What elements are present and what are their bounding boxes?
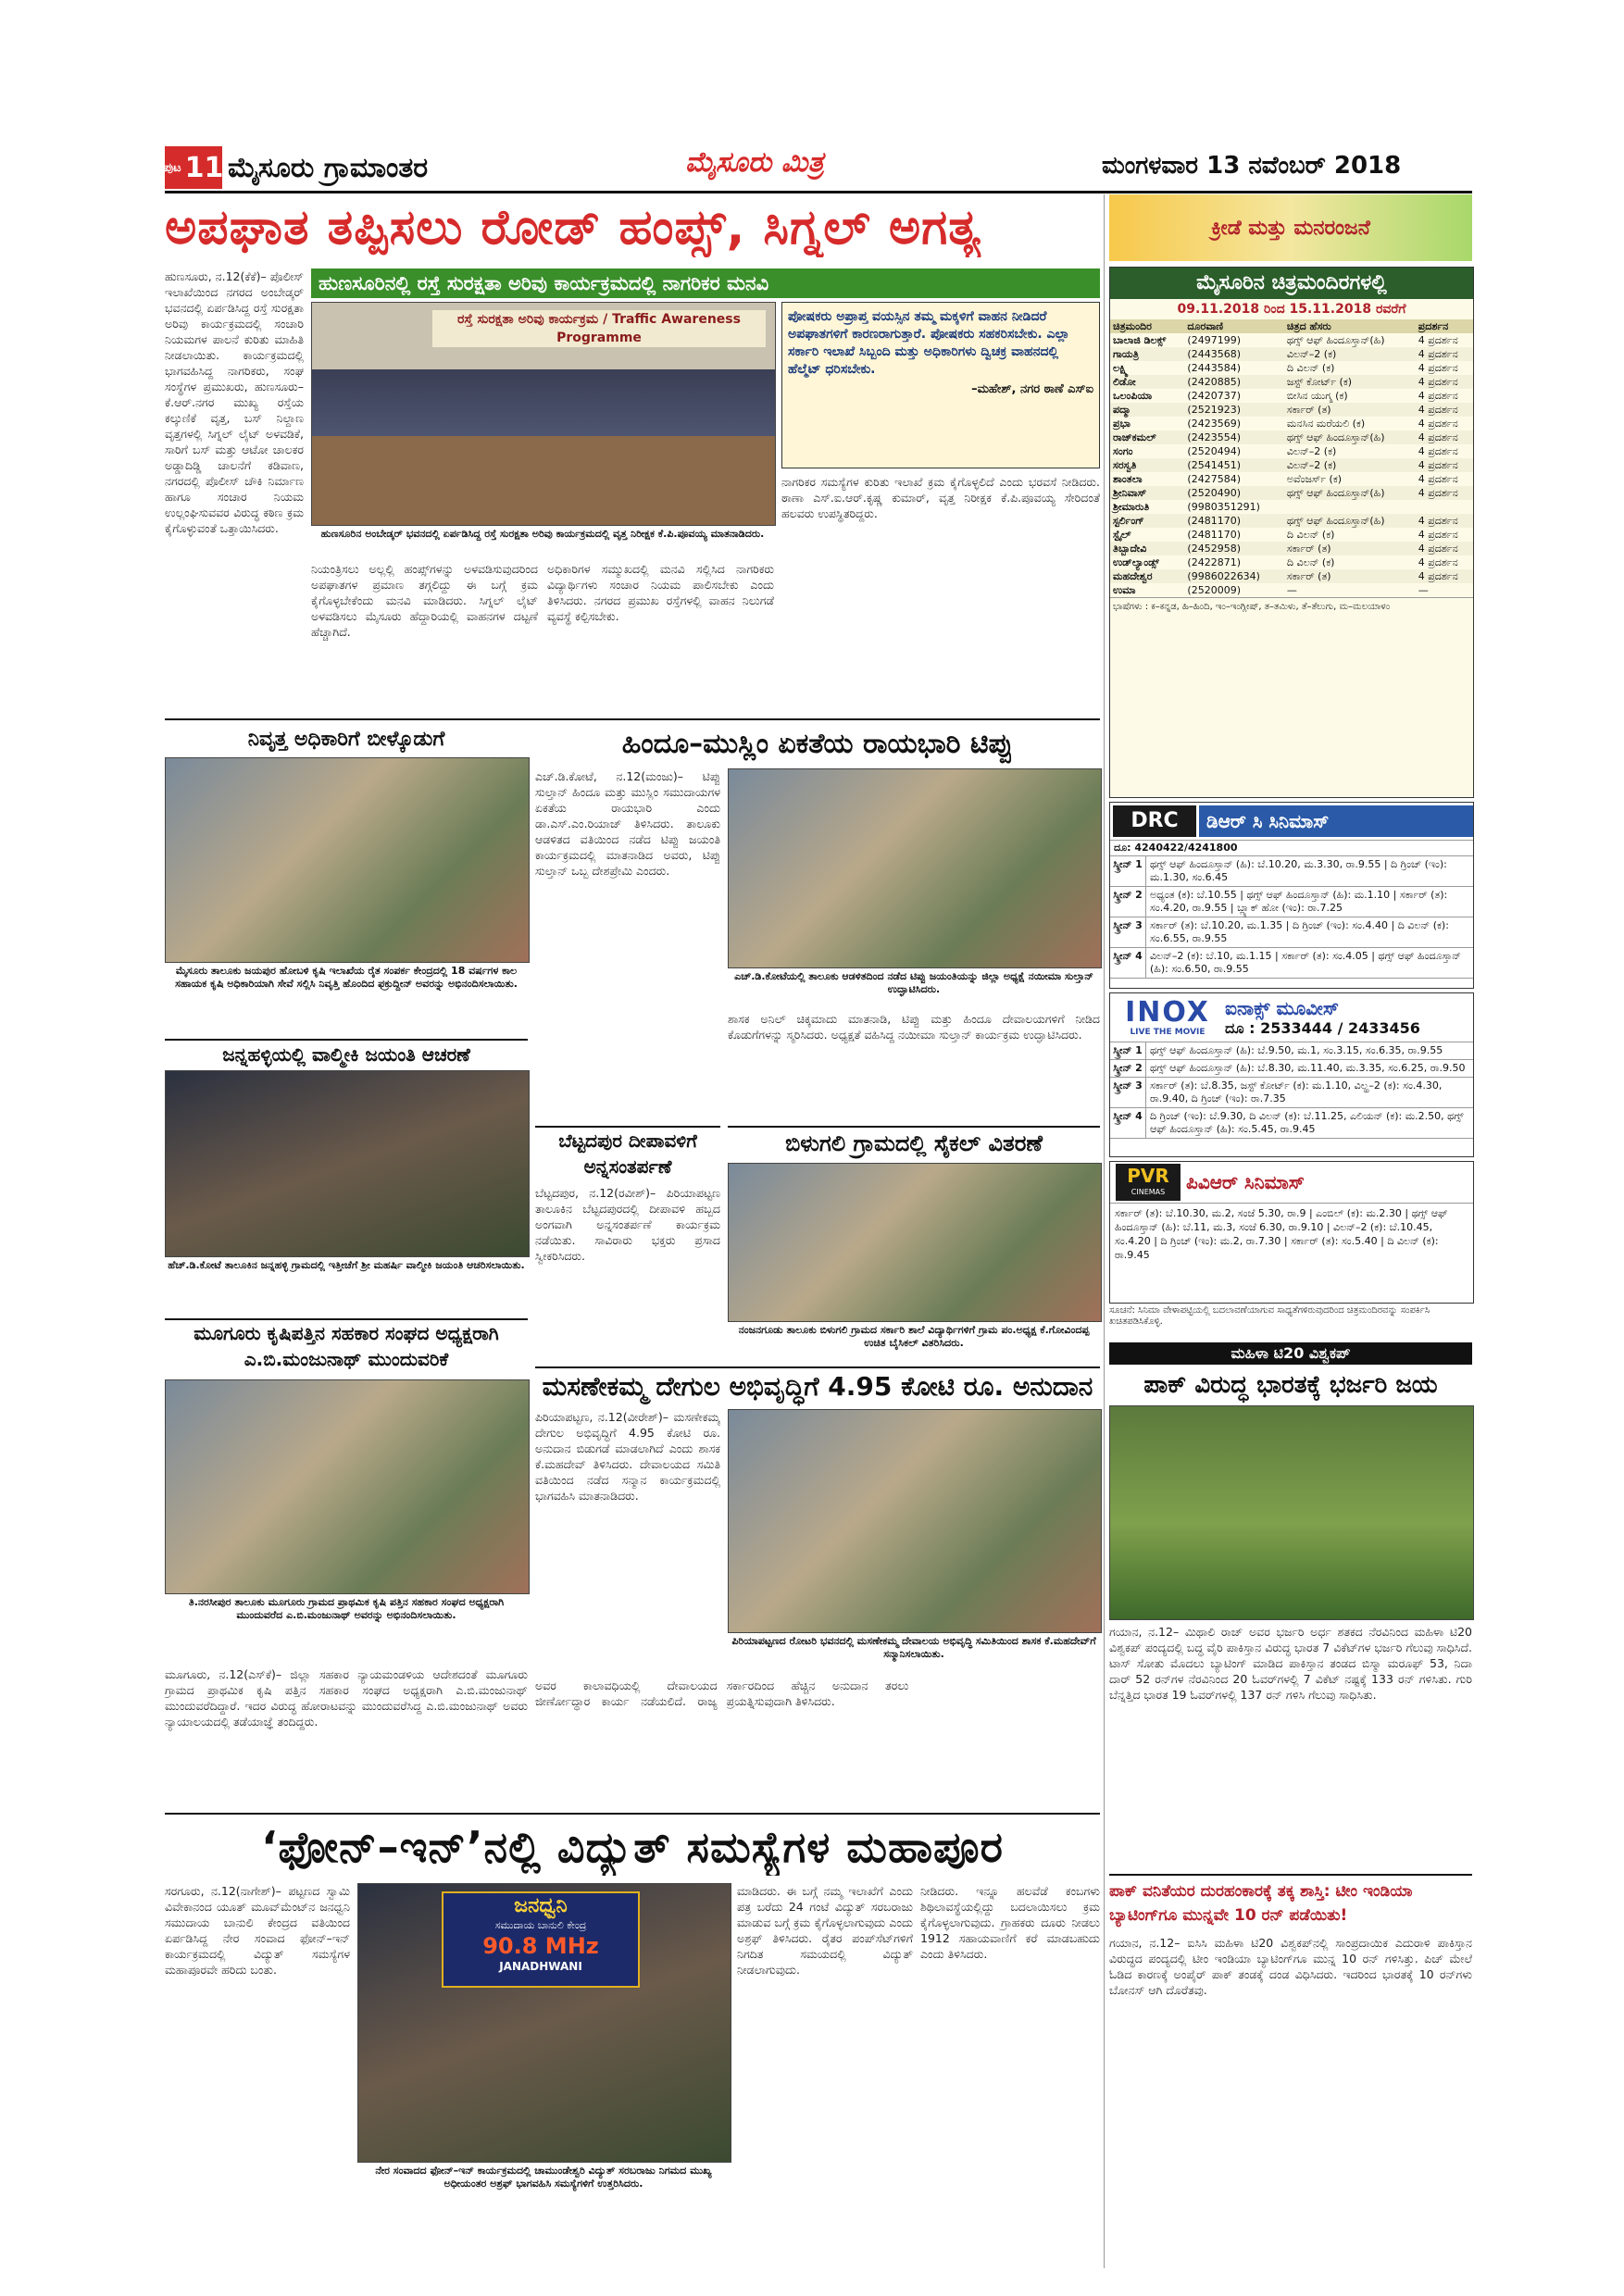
theatre-row — [1110, 347, 1473, 361]
drc-screen-row — [1110, 948, 1473, 979]
sidebar-banner-title: ಕ್ರೀಡೆ ಮತ್ತು ಮನರಂಜನೆ — [1211, 216, 1370, 240]
theatre-shows: 4 ಪ್ರದರ್ಶನ — [1418, 515, 1458, 527]
col-phone: ದೂರವಾಣಿ — [1187, 320, 1224, 332]
theatre-film: ಬೀಸಿನ ಯುಗ್ಮ (ಕ) — [1286, 390, 1348, 402]
temple-photo — [728, 1409, 1102, 1633]
lead-body-col2: ನಿಯಂತ್ರಿಸಲು ಅಲ್ಲಲ್ಲಿ ಹಂಪ್ಸ್‌ಗಳನ್ನು ಅಳವಡಿಸುವುದರಿಂದ ಅಪಘಾತಗಳ ಪ್ರಮಾಣ ತಗ್ಗಲಿದ್ದು ಈ ಬಗ್ಗೆ ಕ್ರಮ ಕೈಗೊಳ್ಳಬೇಕೆಂದು ಮನವಿ ಮಾಡಿದರು. ಸಿಗ್ನಲ್ ಲೈಟ್ ಅಳವಡಿಸಲು ಮೈಸೂರು ಹೆದ್ದಾರಿಯಲ್ಲಿ ವಾಹನಗಳ ದಟ್ಟಣೆ ಹೆಚ್ಚಾಗಿದೆ. — [311, 562, 538, 639]
screen-showtimes: ಥಗ್ಸ್ ಆಫ್ ಹಿಂದೂಸ್ತಾನ್ (ಹಿ): ಬೆ.9.50, ಮ.1, ಸಂ.3.15, ಸಂ.6.35, ರಾ.9.55 — [1150, 1044, 1443, 1056]
deepavali-body: ಬೆಟ್ಟದಪುರ, ನ.12(ರವೀಶ್)– ಪಿರಿಯಾಪಟ್ಟಣ ತಾಲೂಕಿನ ಬೆಟ್ಟದಪುರದಲ್ಲಿ ದೀಪಾವಳಿ ಹಬ್ಬದ ಅಂಗವಾಗಿ ಅನ್ನಸಂತರ್ಪಣೆ ಕಾರ್ಯಕ್ರಮ ನಡೆಯಿತು. ಸಾವಿರಾರು ಭಕ್ತರು ಪ್ರಸಾದ ಸ್ವೀಕರಿಸಿದರು. — [535, 1186, 720, 1263]
screen-label: ಸ್ಕ್ರೀನ್ 3 — [1110, 1078, 1146, 1107]
theatre-film: ವಿಲನ್–2 (ಕ) — [1286, 459, 1337, 471]
theatre-shows: 4 ಪ್ರದರ್ಶನ — [1418, 362, 1458, 374]
theatre-film: ದಿ ವಿಲನ್ (ಕ) — [1286, 362, 1335, 374]
theatre-film: ಥಗ್ಸ್ ಆಫ್ ಹಿಂದೂಸ್ತಾನ್(ಹಿ) — [1286, 334, 1385, 346]
cycle-photo — [728, 1163, 1102, 1322]
drc-phone: ದೂ: 4240422/4241800 — [1110, 841, 1473, 856]
valmiki-photo — [165, 1070, 530, 1257]
theatre-shows: 4 ಪ್ರದರ್ಶನ — [1418, 556, 1458, 568]
theatre-film: — — [1286, 584, 1297, 596]
newspaper-name: ಮೈಸೂರು ಮಿತ್ರ — [685, 146, 824, 179]
theatre-phone: (2452958) — [1187, 543, 1241, 555]
lead-photo-caption: ಹುಣಸೂರಿನ ಅಂಬೇಡ್ಕರ್ ಭವನದಲ್ಲಿ ಏರ್ಪಡಿಸಿದ್ದ ರಸ್ತೆ ಸುರಕ್ಷತಾ ಅರಿವು ಕಾರ್ಯಕ್ರಮದಲ್ಲಿ ವೃತ್ತ ನಿರೀಕ್ಷಕ ಕೆ.ಪಿ.ಪೂವಯ್ಯ ಮಾತನಾಡಿದರು. — [320, 528, 765, 540]
retired-photo — [165, 757, 530, 963]
radio-name-en: JANADHWANI — [499, 1960, 582, 1973]
issue-date: ಮಂಗಳವಾರ 13 ನವೆಂಬರ್ 2018 — [1102, 152, 1402, 180]
theatre-phone: (2423569) — [1187, 418, 1241, 430]
theatre-row — [1110, 514, 1473, 528]
phonein-body3: ನೀಡಿದರು. ಇನ್ನೂ ಹಲವೆಡೆ ಕಂಬಗಳು ಶಿಥಿಲಾವಸ್ಥೆಯಲ್ಲಿದ್ದು ಬದಲಾಯಿಸಲು ಕ್ರಮ ಕೈಗೊಳ್ಳಲಾಗುವುದು. ಗ್ರಾಹಕರು ದೂರು ನೀಡಲು 1912 ಸಹಾಯವಾಣಿಗೆ ಕರೆ ಮಾಡಬಹುದು ಎಂದು ತಿಳಿಸಿದರು. — [920, 1884, 1100, 1961]
sports-photo — [1109, 1405, 1474, 1620]
lead-subhead: ಹುಣಸೂರಿನಲ್ಲಿ ರಸ್ತೆ ಸುರಕ್ಷತಾ ಅರಿವು ಕಾರ್ಯಕ್ರಮದಲ್ಲಿ ನಾಗರಿಕರ ಮನವಿ — [311, 268, 1100, 298]
cinema-table-header — [1110, 319, 1473, 333]
theatre-name: ಉಮಾ — [1113, 584, 1136, 596]
theatre-film: ಥಗ್ಸ್ ಆಫ್ ಹಿಂದೂಸ್ತಾನ್(ಹಿ) — [1286, 487, 1385, 499]
phonein-caption: ನೇರ ಸಂವಾದದ ಫೋನ್–ಇನ್ ಕಾರ್ಯಕ್ರಮದಲ್ಲಿ ಚಾಮುಂಡೇಶ್ವರಿ ವಿದ್ಯುತ್ ಸರಬರಾಜು ನಿಗಮದ ಮುಖ್ಯ ಅಧೀಯಂತರ ಅಶ್ರಫ್ ಭಾಗವಹಿಸಿ ಸಮಸ್ಯೆಗಳಿಗೆ ಉತ್ತರಿಸಿದರು. — [375, 2165, 712, 2190]
cinema-listing-title: ಮೈಸೂರಿನ ಚಿತ್ರಮಂದಿರಗಳಲ್ಲಿ — [1110, 268, 1473, 299]
cinema-listing-table — [1110, 319, 1473, 597]
theatre-film: ವಿಲನ್–2 (ಕ) — [1286, 445, 1337, 457]
col-film: ಚಿತ್ರದ ಹೆಸರು — [1286, 320, 1331, 332]
theatre-shows: 4 ಪ್ರದರ್ಶನ — [1418, 390, 1458, 402]
theatre-shows: 4 ಪ್ರದರ್ಶನ — [1418, 487, 1458, 499]
theatre-name: ಸರಸ್ವತಿ — [1113, 459, 1137, 471]
theatre-row — [1110, 403, 1473, 417]
page-number-badge — [165, 146, 222, 189]
theatre-name: ಮಹದೇಶ್ವರ — [1113, 570, 1153, 582]
pvr-showtimes: ಸರ್ಕಾರ್ (ತ): ಬೆ.10.30, ಮ.2, ಸಂಜೆ 5.30, ರಾ.9 | ಎಂಬಿಲ್ (ಕ): ಮ.2.30 | ಥಗ್ಸ್ ಆಫ್ ಹಿಂದೂಸ್ತಾನ್ (ಹಿ): ಬೆ.11, ಮ.3, ಸಂಜೆ 6.30, ರಾ.9.10 | ವಿಲನ್–2 (ಕ): ಬೆ.10.45, ಸಂ.4.20 | ದಿ ಗ್ರಿಂಚ್ (ಇಂ): ಮ.2, ರಾ.7.30 | ಸರ್ಕಾರ್ (ತ): ಸಂ.5.40 | ದಿ ವಿಲನ್ (ಕ): ರಾ.9.45 — [1115, 1207, 1448, 1261]
screen-label: ಸ್ಕ್ರೀನ್ 3 — [1110, 917, 1146, 947]
inox-screen-row — [1110, 1078, 1473, 1108]
theatre-phone: (2521923) — [1187, 404, 1241, 416]
inox-screen-row — [1110, 1042, 1473, 1060]
tipu-headline: ಹಿಂದೂ–ಮುಸ್ಲಿಂ ಏಕತೆಯ ರಾಯಭಾರಿ ಟಿಪ್ಪು — [621, 728, 1014, 760]
theatre-phone: (2497199) — [1187, 334, 1241, 346]
screen-showtimes: ಸರ್ಕಾರ್ (ತ): ಬೆ.10.20, ಮ.1.35 | ದಿ ಗ್ರಿಂಚ್ (ಇಂ): ಸಂ.4.40 | ದಿ ವಿಲನ್ (ಕ): ಸಂ.6.55, ರಾ.9.55 — [1150, 919, 1449, 944]
theatre-shows: 4 ಪ್ರದರ್ಶನ — [1418, 348, 1458, 360]
theatre-phone: (2481170) — [1187, 515, 1241, 527]
theatre-film: ಸರ್ಕಾರ್ (ತ) — [1286, 570, 1331, 582]
drc-screen-row — [1110, 917, 1473, 948]
phonein-body2: ಮಾಡಿದರು. ಈ ಬಗ್ಗೆ ನಮ್ಮ ಇಲಾಖೆಗೆ ಎಂದು ಪತ್ರ ಬರೆದು 24 ಗಂಟೆ ವಿದ್ಯುತ್ ಸರಬರಾಜು ಮಾಡುವ ಬಗ್ಗೆ ಕ್ರಮ ಕೈಗೊಳ್ಳಲಾಗುವುದು ಎಂದು ಅಶ್ರಫ್ ತಿಳಿಸಿದರು. ರೈತರ ಪಂಪ್‌ಸೆಟ್‌ಗಳಿಗೆ ನಿಗದಿತ ಸಮಯದಲ್ಲಿ ವಿದ್ಯುತ್ ನೀಡಲಾಗುವುದು. — [737, 1884, 913, 1977]
lead-photo-banner: ರಸ್ತೆ ಸುರಕ್ಷತಾ ಅರಿವು ಕಾರ್ಯಕ್ರಮ / Traffic Awareness Programme — [432, 310, 766, 347]
screen-showtimes: ದಿ ಗ್ರಿಂಚ್ (ಇಂ): ಬೆ.9.30, ದಿ ವಿಲನ್ (ಕ): ಬೆ.11.25, ಎಲಿಯನ್ (ಕ): ಮ.2.50, ಥಗ್ಸ್ ಆಫ್ ಹಿಂದೂಸ್ತಾನ್ (ಹಿ): ಸಂ.5.45, ರಾ.9.45 — [1150, 1110, 1464, 1135]
theatre-film: ಸರ್ಕಾರ್ (ತ) — [1286, 543, 1331, 555]
theatre-row — [1110, 528, 1473, 542]
theatre-row — [1110, 569, 1473, 583]
radio-name: ಜನಧ್ವನಿ — [514, 1894, 568, 1917]
screen-label: ಸ್ಕ್ರೀನ್ 1 — [1110, 856, 1146, 886]
phonein-body: ಸರಗೂರು, ನ.12(ನಾಗೇಶ್)– ಪಟ್ಟಣದ ಸ್ವಾಮಿ ವಿವೇಕಾನಂದ ಯೂತ್ ಮೂವ್‌ಮೆಂಟ್‌ನ ಜನಧ್ವನಿ ಸಮುದಾಯ ಬಾನುಲಿ ಕೇಂದ್ರದ ವತಿಯಿಂದ ಏರ್ಪಡಿಸಿದ್ದ ನೇರ ಸಂವಾದ ಫೋನ್–ಇನ್ ಕಾರ್ಯಕ್ರಮದಲ್ಲಿ ವಿದ್ಯುತ್ ಸಮಸ್ಯೆಗಳ ಮಹಾಪೂರವೇ ಹರಿದು ಬಂತು. — [165, 1884, 350, 1977]
inox-screen-row — [1110, 1108, 1473, 1139]
tipu-body: ಎಚ್.ಡಿ.ಕೋಟೆ, ನ.12(ಮಂಜು)– ಟಿಪ್ಪು ಸುಲ್ತಾನ್ ಹಿಂದೂ ಮತ್ತು ಮುಸ್ಲಿಂ ಸಮುದಾಯಗಳ ಏಕತೆಯ ರಾಯಭಾರಿ ಎಂದು ಡಾ.ಎಸ್.ಎಂ.ರಿಯಾಜ್ ತಿಳಿಸಿದರು. ತಾಲೂಕು ಆಡಳಿತದ ವತಿಯಿಂದ ನಡೆದ ಟಿಪ್ಪು ಜಯಂತಿ ಕಾರ್ಯಕ್ರಮದಲ್ಲಿ ಮಾತನಾಡಿದ ಅವರು, ಟಿಪ್ಪು ಸುಲ್ತಾನ್ ಒಬ್ಬ ದೇಶಪ್ರೇಮಿ ಎಂದರು. — [535, 769, 720, 878]
pvr-logo-sub: CINEMAS — [1131, 1188, 1166, 1196]
header-rule — [165, 191, 1472, 193]
theatre-shows: — — [1418, 584, 1429, 596]
theatre-shows: 4 ಪ್ರದರ್ಶನ — [1418, 570, 1458, 582]
pvr-logo — [1116, 1164, 1181, 1201]
temple-caption: ಪಿರಿಯಾಪಟ್ಟಣದ ರೋಟರಿ ಭವನದಲ್ಲಿ ಮಸಣೇಕಮ್ಮ ದೇವಾಲಯ ಅಭಿವೃದ್ಧಿ ಸಮಿತಿಯಿಂದ ಶಾಸಕ ಕೆ.ಮಹದೇವ್‌ಗೆ ಸನ್ಮಾನಿಸಲಾಯಿತು. — [731, 1635, 1096, 1660]
valmiki-headline: ಜನ್ನಹಳ್ಳಿಯಲ್ಲಿ ವಾಲ್ಮೀಕಿ ಜಯಂತಿ ಆಚರಣೆ — [165, 1039, 528, 1068]
lead-quote-author: –ಮಹೇಶ್, ನಗರ ಠಾಣೆ ಎಸ್‌ಐ — [971, 382, 1093, 396]
theatre-phone: (2422871) — [1187, 556, 1241, 568]
theatre-name: ತಿಬ್ಬಾದೇವಿ — [1113, 543, 1147, 555]
coop-caption: ತಿ.ನರಸೀಪುರ ತಾಲೂಕು ಮೂಗೂರು ಗ್ರಾಮದ ಪ್ರಾಥಮಿಕ ಕೃಷಿ ಪತ್ತಿನ ಸಹಕಾರ ಸಂಘದ ಅಧ್ಯಕ್ಷರಾಗಿ ಮುಂದುವರೆದ ಎ.ಬಿ.ಮಂಜುನಾಥ್ ಅವರನ್ನು ಅಭಿನಂದಿಸಲಾಯಿತು. — [188, 1596, 505, 1621]
retired-headline: ನಿವೃತ್ತ ಅಧಿಕಾರಿಗೆ ಬೀಳ್ಕೊಡುಗೆ — [247, 728, 445, 751]
screen-label: ಸ್ಕ್ರೀನ್ 1 — [1110, 1042, 1146, 1059]
inox-phone: ದೂ : 2533444 / 2433456 — [1225, 1019, 1420, 1037]
valmiki-caption: ಹೆಚ್.ಡಿ.ಕೋಟೆ ತಾಲೂಕಿನ ಜನ್ನಹಳ್ಳಿ ಗ್ರಾಮದಲ್ಲಿ ಇತ್ತೀಚೆಗೆ ಶ್ರೀ ಮಹರ್ಷಿ ವಾಲ್ಮೀಕಿ ಜಯಂತಿ ಆಚರಿಸಲಾಯಿತು. — [168, 1259, 525, 1271]
theatre-name: ಶಾಂತಲಾ — [1113, 473, 1143, 485]
theatre-row — [1110, 417, 1473, 430]
temple-body: ಪಿರಿಯಾಪಟ್ಟಣ, ನ.12(ವೀರೇಶ್)– ಮಸಣೇಕಮ್ಮ ದೇಗುಲ ಅಭಿವೃದ್ಧಿಗೆ 4.95 ಕೋಟಿ ರೂ. ಅನುದಾನ ಬಿಡುಗಡೆ ಮಾಡಲಾಗಿದೆ ಎಂದು ಶಾಸಕ ಕೆ.ಮಹದೇವ್ ತಿಳಿಸಿದರು. ದೇವಾಲಯದ ಸಮಿತಿ ವತಿಯಿಂದ ನಡೆದ ಸನ್ಮಾನ ಕಾರ್ಯಕ್ರಮದಲ್ಲಿ ಭಾಗವಹಿಸಿ ಮಾತನಾಡಿದರು. — [535, 1410, 720, 1503]
theatre-name: ಒಲಂಪಿಯಾ — [1113, 390, 1153, 402]
inox-box — [1109, 992, 1474, 1157]
theatre-row — [1110, 444, 1473, 458]
sports-body: ಗಯಾನ, ನ.12– ಮಿಥಾಲಿ ರಾಜ್ ಅವರ ಭರ್ಜರಿ ಅರ್ಧ ಶತಕದ ನೆರವಿನಿಂದ ಮಹಿಳಾ ಟಿ20 ವಿಶ್ವಕಪ್ ಪಂದ್ಯದಲ್ಲಿ ಬದ್ಧ ವೈರಿ ಪಾಕಿಸ್ತಾನ ವಿರುದ್ಧ ಭಾರತ 7 ವಿಕೆಟ್‌ಗಳ ಭರ್ಜರಿ ಗೆಲುವು ಸಾಧಿಸಿದೆ. ಟಾಸ್ ಸೋತು ಮೊದಲು ಬ್ಯಾಟಿಂಗ್ ಮಾಡಿದ ಪಾಕಿಸ್ತಾನ ತಂಡದ ಬಿಸ್ಮಾ ಮರೂಫ್ 53, ನಿದಾ ದಾರ್ 52 ರನ್‌ಗಳ ನೆರವಿನಿಂದ 20 ಓವರ್‌ಗಳಲ್ಲಿ 7 ವಿಕೆಟ್ ನಷ್ಟಕ್ಕೆ 133 ರನ್ ಗಳಿಸಿತು. ಗುರಿ ಬೆನ್ನತ್ತಿದ ಭಾರತ 19 ಓವರ್‌ಗಳಲ್ಲಿ 137 ರನ್ ಗಳಿಸಿ ಗೆಲುವು ಸಾಧಿಸಿತು. — [1109, 1625, 1472, 1702]
theatre-name: ಶ್ರೀನಿವಾಸ್ — [1113, 487, 1147, 499]
section-title: ಮೈಸೂರು ಗ್ರಾಮಾಂತರ — [228, 152, 429, 184]
inox-screen-row — [1110, 1060, 1473, 1078]
screen-showtimes: ವಿಲನ್–2 (ಕ): ಬೆ.10, ಮ.1.15 | ಸರ್ಕಾರ್ (ತ): ಸಂ.4.05 | ಥಗ್ಸ್ ಆಫ್ ಹಿಂದೂಸ್ತಾನ್ (ಹಿ): ಸಂ.6.50, ರಾ.9.55 — [1150, 950, 1461, 975]
inox-logo — [1110, 998, 1225, 1037]
radio-logo — [442, 1891, 640, 1988]
drc-box — [1109, 802, 1474, 989]
theatre-row — [1110, 333, 1473, 347]
theatre-name: ಸಂಗಂ — [1113, 445, 1133, 457]
theatre-name: ಲಿಡೋ — [1113, 376, 1136, 388]
theatre-phone: (2420737) — [1187, 390, 1241, 402]
lead-photo — [311, 302, 776, 526]
sidebar-banner — [1109, 194, 1472, 261]
theatre-shows: 4 ಪ್ರದರ್ಶನ — [1418, 431, 1458, 443]
sports-headline: ಪಾಕ್ ವಿರುದ್ಧ ಭಾರತಕ್ಕೆ ಭರ್ಜರಿ ಜಯ — [1143, 1371, 1438, 1399]
tipu-caption: ಎಚ್.ಡಿ.ಕೋಟೆಯಲ್ಲಿ ತಾಲೂಕು ಆಡಳಿತದಿಂದ ನಡೆದ ಟಿಪ್ಪು ಜಯಂತಿಯನ್ನು ಜಿಲ್ಲಾ ಅಧ್ಯಕ್ಷೆ ನಯೀಮಾ ಸುಲ್ತಾನ್ ಉದ್ಘಾಟಿಸಿದರು. — [734, 970, 1093, 995]
screen-showtimes: ಅಧ್ಯಂತ (ಕ): ಬೆ.10.55 | ಥಗ್ಸ್ ಆಫ್ ಹಿಂದೂಸ್ತಾನ್ (ಹಿ): ಮ.1.10 | ಸರ್ಕಾರ್ (ತ): ಸಂ.4.20, ರಾ.9.55 | ಬ್ಲ್ಯಾಕ್ ಹೋ (ಇಂ): ರಾ.7.25 — [1150, 889, 1448, 914]
cinema-listing-box — [1109, 267, 1474, 798]
theatre-film: ಜಸ್ಟ್ ಕೋರ್ಟ್ (ಕ) — [1286, 376, 1353, 388]
sidebar-divider — [1104, 194, 1105, 2268]
screen-showtimes: ಥಗ್ಸ್ ಆಫ್ ಹಿಂದೂಸ್ತಾನ್ (ಹಿ): ಬೆ.8.30, ಮ.11.40, ಮ.3.35, ಸಂ.6.25, ರಾ.9.50 — [1150, 1062, 1466, 1074]
theatre-row — [1110, 361, 1473, 375]
theatre-row — [1110, 486, 1473, 500]
theatre-film: ಅವೆಂಜರ್ಸ್ (ಕ) — [1286, 473, 1343, 485]
retired-caption: ಮೈಸೂರು ತಾಲೂಕು ಜಯಪುರ ಹೋಬಳಿ ಕೃಷಿ ಇಲಾಖೆಯ ರೈತ ಸಂಪರ್ಕ ಕೇಂದ್ರದಲ್ಲಿ 18 ವರ್ಷಗಳ ಕಾಲ ಸಹಾಯಕ ಕೃಷಿ ಅಧಿಕಾರಿಯಾಗಿ ಸೇವೆ ಸಲ್ಲಿಸಿ ನಿವೃತ್ತಿ ಹೊಂದಿದ ಫಕ್ರುದ್ದೀನ್ ಅವರನ್ನು ಅಭಿನಂದಿಸಲಾಯಿತು. — [175, 965, 518, 990]
theatre-shows: 4 ಪ್ರದರ್ಶನ — [1418, 404, 1458, 416]
theatre-phone: (2443584) — [1187, 362, 1241, 374]
col-shows: ಪ್ರದರ್ಶನ — [1418, 320, 1449, 332]
cycle-caption: ನಂಜನಗೂಡು ತಾಲೂಕು ಬಿಳುಗಲಿ ಗ್ರಾಮದ ಸರ್ಕಾರಿ ಶಾಲೆ ವಿದ್ಯಾರ್ಥಿಗಳಿಗೆ ಗ್ರಾಮ ಪಂ.ಅಧ್ಯಕ್ಷ ಕೆ.ಗೋವಿಂದಪ್ಪ ಉಚಿತ ಬೈಸಿಕಲ್ ವಿತರಿಸಿದರು. — [738, 1324, 1090, 1349]
theatre-film — [1284, 500, 1416, 514]
sports-body2: ಗಯಾನ, ನ.12– ಐಸಿಸಿ ಮಹಿಳಾ ಟಿ20 ವಿಶ್ವಕಪ್‌ನಲ್ಲಿ ಸಾಂಪ್ರದಾಯಿಕ ಎದುರಾಳಿ ಪಾಕಿಸ್ತಾನ ವಿರುದ್ಧದ ಪಂದ್ಯದಲ್ಲಿ ಟೀಂ ಇಂಡಿಯಾ ಬ್ಯಾಟಿಂಗ್‌ಗೂ ಮುನ್ನ 10 ರನ್ ಗಳಿಸಿತ್ತು. ಪಿಚ್ ಮೇಲೆ ಓಡಿದ ಕಾರಣಕ್ಕೆ ಅಂಪೈರ್ ಪಾಕ್ ತಂಡಕ್ಕೆ ದಂಡ ವಿಧಿಸಿದರು. ಇದರಿಂದ ಭಾರತಕ್ಕೆ 10 ರನ್‌ಗಳು ಬೋನಸ್ ಆಗಿ ದೊರೆತವು. — [1109, 1936, 1472, 1997]
theatre-film: ವಿಲನ್–2 (ಕ) — [1286, 348, 1337, 360]
lead-quote: ಪೋಷಕರು ಅಪ್ರಾಪ್ತ ವಯಸ್ಸಿನ ತಮ್ಮ ಮಕ್ಕಳಿಗೆ ವಾಹನ ನೀಡಿದರೆ ಅಪಘಾತಗಳಿಗೆ ಕಾರಣರಾಗುತ್ತಾರೆ. ಪೋಷಕರು ಸಹಕರಿಸಬೇಕು. ಎಲ್ಲಾ ಸರ್ಕಾರಿ ಇಲಾಖೆ ಸಿಬ್ಬಂದಿ ಮತ್ತು ಅಧಿಕಾರಿಗಳು ದ್ವಿಚಕ್ರ ವಾಹನದಲ್ಲಿ ಹೆಲ್ಮೆಟ್ ಧರಿಸಬೇಕು. — [788, 309, 1070, 377]
theatre-name: ಪ್ರಭಾ — [1113, 418, 1131, 430]
col-theatre: ಚಿತ್ರಮಂದಿರ — [1113, 320, 1152, 332]
pvr-logo-text: PVR — [1127, 1165, 1169, 1187]
theatre-shows: 4 ಪ್ರದರ್ಶನ — [1418, 445, 1458, 457]
screen-showtimes: ಥಗ್ಸ್ ಆಫ್ ಹಿಂದೂಸ್ತಾನ್ (ಹಿ): ಬೆ.10.20, ಮ.3.30, ರಾ.9.55 | ದಿ ಗ್ರಿಂಚ್ (ಇಂ): ಮ.1.30, ಸಂ.6.45 — [1150, 858, 1447, 883]
theatre-row — [1110, 555, 1473, 569]
phonein-headline: ‘ಫೋನ್–ಇನ್’ನಲ್ಲಿ ವಿದ್ಯುತ್ ಸಮಸ್ಯೆಗಳ ಮಹಾಪೂರ — [261, 1822, 1004, 1872]
theatre-row — [1110, 500, 1473, 514]
screen-showtimes: ಸರ್ಕಾರ್ (ತ): ಬೆ.8.35, ಜಸ್ಟ್ ಕೋರ್ಟ್ (ಕ): ಮ.1.10, ವಿಲ್ಹ–2 (ಕ): ಸಂ.4.30, ರಾ.9.40, ದಿ ಗ್ರಿಂಚ್ (ಇಂ): ರಾ.7.35 — [1150, 1079, 1443, 1104]
cinema-notice: ಸೂಚನೆ: ಸಿನಿಮಾ ವೇಳಾಪಟ್ಟಿಯಲ್ಲಿ ಬದಲಾವಣೆಯಾಗುವ ಸಾಧ್ಯತೆಗಳಿರುವುದರಿಂದ ಚಿತ್ರಮಂದಿರವನ್ನು ಸಂಪರ್ಕಿಸಿ ಖಚಿತಪಡಿಸಿಕೊಳ್ಳಿ. — [1109, 1305, 1430, 1327]
phonein-top-rule — [165, 1813, 1100, 1815]
theatre-name: ಲಕ್ಷ್ಮಿ — [1113, 362, 1129, 374]
theatre-shows: 4 ಪ್ರದರ್ಶನ — [1418, 418, 1458, 430]
screen-label: ಸ್ಕ್ರೀನ್ 2 — [1110, 1060, 1146, 1077]
deepavali-headline: ಬೆಟ್ಟದಪುರ ದೀಪಾವಳಿಗೆ ಅನ್ನಸಂತರ್ಪಣೆ — [535, 1126, 720, 1179]
lead-body-col4: ನಾಗರಿಕರ ಸಮಸ್ಯೆಗಳ ಕುರಿತು ಇಲಾಖೆ ಕ್ರಮ ಕೈಗೊಳ್ಳಲಿದೆ ಎಂದು ಭರವಸೆ ನೀಡಿದರು. ಠಾಣಾ ಎಸ್.ಐ.ಆರ್.ಕೃಷ್ಣ ಕುಮಾರ್, ವೃತ್ತ ನಿರೀಕ್ಷಕ ಕೆ.ಪಿ.ಪೂವಯ್ಯ ಸೇರಿದಂತೆ ಹಲವರು ಉಪಸ್ಥಿತರಿದ್ದರು. — [781, 475, 1100, 520]
theatre-phone: (2520490) — [1187, 487, 1241, 499]
lead-headline: ಅಪಘಾತ ತಪ್ಪಿಸಲು ರೋಡ್ ಹಂಪ್ಸ್, ಸಿಗ್ನಲ್ ಅಗತ್ಯ — [165, 200, 981, 256]
drc-logo: DRC — [1113, 805, 1196, 837]
theatre-phone: (9986022634) — [1187, 570, 1260, 582]
theatre-phone: (2443568) — [1187, 348, 1241, 360]
theatre-shows — [1416, 500, 1473, 514]
theatre-row — [1110, 542, 1473, 555]
theatre-row — [1110, 458, 1473, 472]
coop-headline: ಮೂಗೂರು ಕೃಷಿಪತ್ತಿನ ಸಹಕಾರ ಸಂಘದ ಅಧ್ಯಕ್ಷರಾಗಿ ಎ.ಬಿ.ಮಂಜುನಾಥ್ ಮುಂದುವರಿಕೆ — [165, 1318, 528, 1372]
theatre-phone: (9980351291) — [1187, 501, 1260, 513]
theatre-film: ದಿ ವಿಲನ್ (ಕ) — [1286, 529, 1335, 541]
coop-body: ಮೂಗೂರು, ನ.12(ಎಸ್‌ಕೆ)– ಜಿಲ್ಲಾ ಸಹಕಾರ ನ್ಯಾಯಮಂಡಳಿಯ ಆದೇಶದಂತೆ ಮೂಗೂರು ಗ್ರಾಮದ ಪ್ರಾಥಮಿಕ ಕೃಷಿ ಪತ್ತಿನ ಸಹಕಾರ ಸಂಘದ ಅಧ್ಯಕ್ಷರಾಗಿ ಎ.ಬಿ.ಮಂಜುನಾಥ್ ಮುಂದುವರೆದಿದ್ದಾರೆ. ಇದರ ವಿರುದ್ಧ ಹೋರಾಟವನ್ನು ಮುಂದುವರೆಸಿದ್ದ ಎ.ಬಿ.ಮಂಜುನಾಥ್ ಅವರು ನ್ಯಾಯಾಲಯದಲ್ಲಿ ತಡೆಯಾಜ್ಞೆ ತಂದಿದ್ದರು. — [165, 1667, 528, 1728]
theatre-row — [1110, 430, 1473, 444]
theatre-row — [1110, 472, 1473, 486]
theatre-shows: 4 ಪ್ರದರ್ಶನ — [1418, 459, 1458, 471]
theatre-row — [1110, 375, 1473, 389]
inox-logo-text: INOX — [1125, 996, 1210, 1029]
screen-label: ಸ್ಕ್ರೀನ್ 4 — [1110, 1108, 1146, 1138]
theatre-shows: 4 ಪ್ರದರ್ಶನ — [1418, 334, 1458, 346]
theatre-name: ಸ್ಟರ್ಲಿಂಗ್ — [1113, 515, 1144, 527]
language-key: ಭಾಷೆಗಳು : ಕ–ಕನ್ನಡ, ಹಿ–ಹಿಂದಿ, ಇಂ–ಇಂಗ್ಲೀಷ್, ತ–ತಮಿಳು, ತೆ–ತೆಲುಗು, ಮ–ಮಲಯಾಳಂ — [1110, 597, 1473, 616]
lead-bottom-rule — [165, 718, 1100, 720]
pvr-box — [1109, 1161, 1474, 1304]
theatre-film: ಥಗ್ಸ್ ಆಫ್ ಹಿಂದೂಸ್ತಾನ್(ಹಿ) — [1286, 515, 1385, 527]
inox-logo-sub: LIVE THE MOVIE — [1130, 1028, 1206, 1037]
page-number: 11 — [184, 151, 224, 184]
lead-body-col3: ಅಧಿಕಾರಿಗಳ ಸಮ್ಮುಖದಲ್ಲಿ ಮನವಿ ಸಲ್ಲಿಸಿದ ನಾಗರಿಕರು ವಿದ್ಯಾರ್ಥಿಗಳು ಸಂಚಾರ ನಿಯಮ ಪಾಲಿಸಬೇಕು ಎಂದು ತಿಳಿಸಿದರು. ನಗರದ ಪ್ರಮುಖ ರಸ್ತೆಗಳಲ್ಲಿ ವಾಹನ ನಿಲುಗಡೆ ವ್ಯವಸ್ಥೆ ಕಲ್ಪಿಸಬೇಕು. — [547, 562, 774, 623]
screen-label: ಸ್ಕ್ರೀನ್ 4 — [1110, 948, 1146, 978]
theatre-film: ಥಗ್ಸ್ ಆಫ್ ಹಿಂದೂಸ್ತಾನ್(ಹಿ) — [1286, 431, 1385, 443]
theatre-shows: 4 ಪ್ರದರ್ಶನ — [1418, 529, 1458, 541]
cycle-headline: ಬಿಳುಗಲಿ ಗ್ರಾಮದಲ್ಲಿ ಸೈಕಲ್ ವಿತರಣೆ — [728, 1126, 1100, 1159]
coop-photo — [165, 1379, 530, 1594]
drc-screen-row — [1110, 856, 1473, 887]
cinema-listing-range: 09.11.2018 ರಿಂದ 15.11.2018 ರವರೆಗೆ — [1177, 302, 1406, 317]
theatre-name: ರಾಜ್‌ಕಮಲ್ — [1113, 431, 1156, 443]
theatre-name: ಪದ್ಮಾ — [1113, 404, 1131, 416]
sports-headline2: ಪಾಕ್ ವನಿತೆಯರ ದುರಹಂಕಾರಕ್ಕೆ ತಕ್ಕ ಶಾಸ್ತಿ: ಟೀಂ ಇಂಡಿಯಾ ಬ್ಯಾಟಿಂಗ್‌ಗೂ ಮುನ್ನವೇ 10 ರನ್ ಪಡೆಯಿತು! — [1109, 1874, 1472, 1928]
theatre-phone: (2427584) — [1187, 473, 1241, 485]
theatre-row — [1110, 389, 1473, 403]
theatre-name: ಶ್ರೀಮಾರುತಿ — [1113, 501, 1150, 513]
theatre-phone: (2541451) — [1187, 459, 1241, 471]
tipu-body2: ಶಾಸಕ ಅನಿಲ್ ಚಿಕ್ಕಮಾದು ಮಾತನಾಡಿ, ಟಿಪ್ಪು ಮತ್ತು ಹಿಂದೂ ದೇವಾಲಯಗಳಿಗೆ ನೀಡಿದ ಕೊಡುಗೆಗಳನ್ನು ಸ್ಮರಿಸಿದರು. ಅಧ್ಯಕ್ಷತೆ ವಹಿಸಿದ್ದ ನಯೀಮಾ ಸುಲ್ತಾನ್ ಕಾರ್ಯಕ್ರಮ ಉದ್ಘಾಟಿಸಿದರು. — [728, 1012, 1100, 1042]
theatre-shows: 4 ಪ್ರದರ್ಶನ — [1418, 376, 1458, 388]
theatre-name: ಗಾಯತ್ರಿ — [1113, 348, 1139, 360]
pvr-title: ಪಿವಿಆರ್ ಸಿನಿಮಾಸ್ — [1186, 1171, 1305, 1193]
theatre-film: ಮನಸಿನ ಮರೆಯಲಿ (ಕ) — [1286, 418, 1366, 430]
screen-label: ಸ್ಕ್ರೀನ್ 2 — [1110, 887, 1146, 917]
theatre-phone: (2420885) — [1187, 376, 1241, 388]
radio-frequency: 90.8 MHz — [482, 1933, 599, 1959]
lead-quote-box — [781, 302, 1100, 468]
theatre-phone: (2520009) — [1187, 584, 1241, 596]
theatre-phone: (2481170) — [1187, 529, 1241, 541]
theatre-name: ಬಾಲಾಜಿ ಡಿಲಕ್ಸ್ — [1113, 334, 1167, 346]
temple-body2: ಅವರ ಕಾಲಾವಧಿಯಲ್ಲಿ ದೇವಾಲಯದ ಜೀರ್ಣೋದ್ಧಾರ ಕಾರ್ಯ ನಡೆಯಲಿದೆ. ರಾಜ್ಯ ಸರ್ಕಾರದಿಂದ ಹೆಚ್ಚಿನ ಅನುದಾನ ತರಲು ಪ್ರಯತ್ನಿಸುವುದಾಗಿ ತಿಳಿಸಿದರು. — [535, 1678, 909, 1708]
drc-screen-row — [1110, 887, 1473, 917]
theatre-shows: 4 ಪ್ರದರ್ಶನ — [1418, 543, 1458, 555]
lead-body-col1: ಹುಣಸೂರು, ನ.12(ಕೆಕೆ)– ಪೊಲೀಸ್ ಇಲಾಖೆಯಿಂದ ನಗರದ ಅಂಬೇಡ್ಕರ್ ಭವನದಲ್ಲಿ ಏರ್ಪಡಿಸಿದ್ದ ರಸ್ತೆ ಸುರಕ್ಷತಾ ಅರಿವು ಕಾರ್ಯಕ್ರಮದಲ್ಲಿ ಸಂಚಾರಿ ನಿಯಮಗಳ ಪಾಲನೆ ಕುರಿತು ಮಾಹಿತಿ ನೀಡಲಾಯಿತು. ಕಾರ್ಯಕ್ರಮದಲ್ಲಿ ಭಾಗವಹಿಸಿದ್ದ ನಾಗರಿಕರು, ಸಂಘ ಸಂಸ್ಥೆಗಳ ಪ್ರಮುಖರು, ಹುಣಸೂರು–ಕೆ.ಆರ್.ನಗರ ಮುಖ್ಯ ರಸ್ತೆಯ ಕಲ್ಕುಣಿಕೆ ವೃತ್ತ, ಬಸ್ ನಿಲ್ದಾಣ ವೃತ್ತಗಳಲ್ಲಿ ಸಿಗ್ನಲ್ ಲೈಟ್ ಅಳವಡಿಕೆ, ಸಾರಿಗೆ ಬಸ್ ಮತ್ತು ಆಟೋ ಚಾಲಕರ ಅಡ್ಡಾದಿಡ್ಡಿ ಚಾಲನೆಗೆ ಕಡಿವಾಣ, ನಗರದಲ್ಲಿ ಪೊಲೀಸ್ ಚೌಕಿ ನಿರ್ಮಾಣ ಹಾಗೂ ಸಂಚಾರ ನಿಯಮ ಉಲ್ಲಂಘಿಸುವವರ ವಿರುದ್ಧ ಕಠಿಣ ಕ್ರಮ ಕೈಗೊಳ್ಳುವಂತೆ ಒತ್ತಾಯಿಸಿದರು. — [165, 269, 304, 535]
drc-title: ಡಿಆರ್ ಸಿ ಸಿನಿಮಾಸ್ — [1199, 805, 1473, 837]
theatre-name: ಉಡ್‌ಲ್ಯಾಂಡ್ಸ್ — [1113, 556, 1159, 568]
theatre-phone: (2520494) — [1187, 445, 1241, 457]
theatre-film: ಸರ್ಕಾರ್ (ತ) — [1286, 404, 1331, 416]
theatre-shows: 4 ಪ್ರದರ್ಶನ — [1418, 473, 1458, 485]
page-label: ಪುಟ — [163, 160, 181, 175]
theatre-film: ದಿ ವಿಲನ್ (ಕ) — [1286, 556, 1335, 568]
theatre-name: ಸ್ಟೈಲ್ — [1113, 529, 1131, 541]
sports-kicker: ಮಹಿಳಾ ಟಿ20 ವಿಶ್ವಕಪ್ — [1109, 1342, 1472, 1365]
radio-sub: ಸಮುದಾಯ ಬಾನುಲಿ ಕೇಂದ್ರ — [494, 1919, 587, 1931]
theatre-phone: (2423554) — [1187, 431, 1241, 443]
inox-title: ಐನಾಕ್ಸ್ ಮೂವೀಸ್ — [1225, 997, 1340, 1019]
phonein-photo — [357, 1883, 731, 2163]
tipu-photo — [728, 768, 1102, 968]
theatre-row — [1110, 583, 1473, 597]
temple-headline: ಮಸಣೇಕಮ್ಮ ದೇಗುಲ ಅಭಿವೃದ್ಧಿಗೆ 4.95 ಕೋಟಿ ರೂ. ಅನುದಾನ — [535, 1366, 1100, 1405]
